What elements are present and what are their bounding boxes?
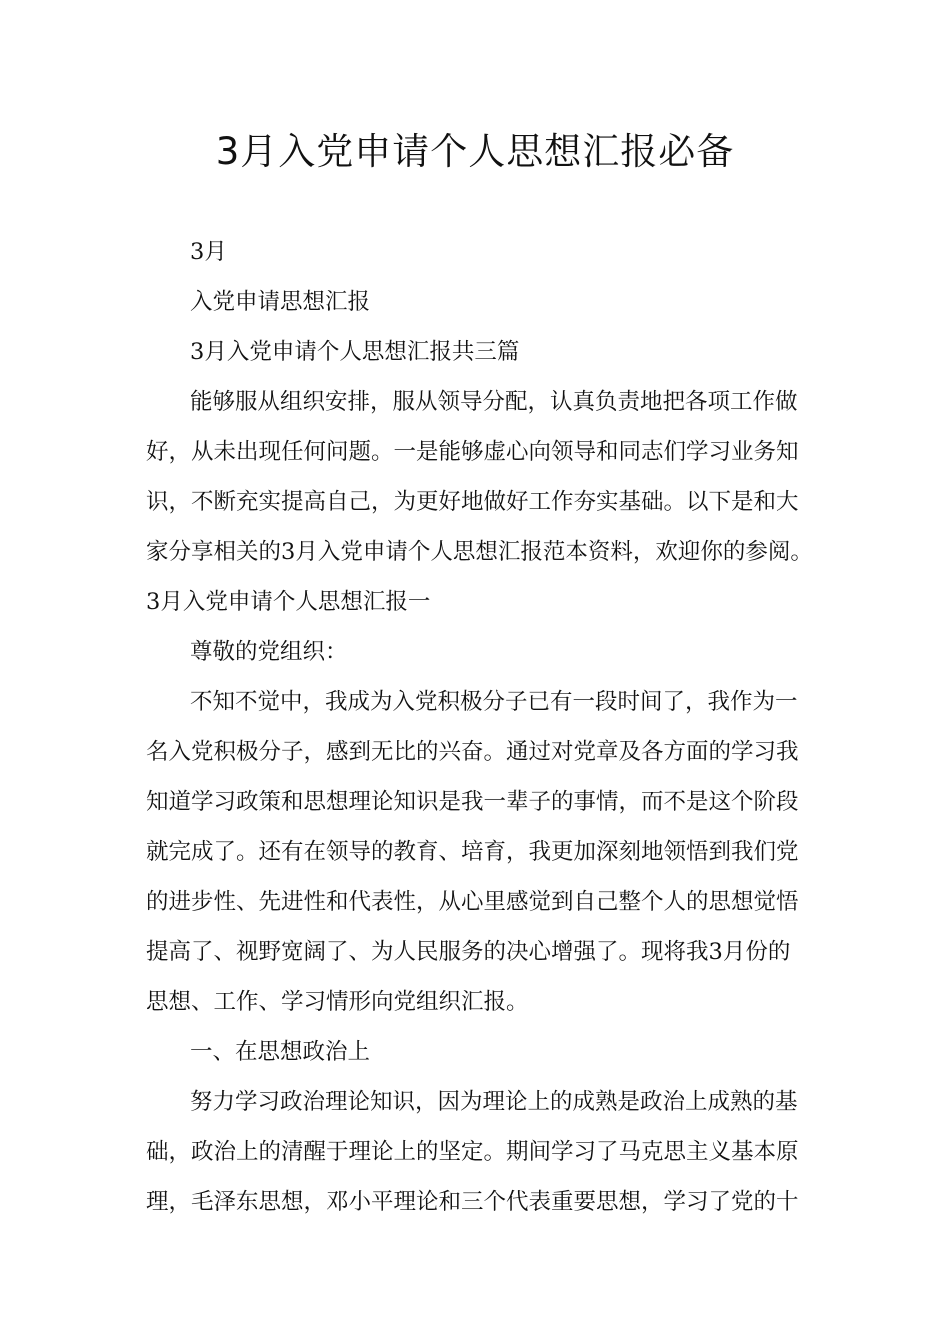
- paragraph-line: 努力学习政治理论知识，因为理论上的成熟是政治上成熟的基: [190, 1089, 798, 1115]
- paragraph-line: 就完成了。还有在领导的教育、培育，我更加深刻地领悟到我们党: [146, 839, 799, 865]
- paragraph-line: 识，不断充实提高自己，为更好地做好工作夯实基础。以下是和大: [146, 489, 799, 515]
- paragraph-line: 知道学习政策和思想理论知识是我一辈子的事情，而不是这个阶段: [146, 789, 799, 815]
- paragraph-line: 提高了、视野宽阔了、为人民服务的决心增强了。现将我3月份的: [146, 939, 791, 965]
- paragraph-line: 不知不觉中，我成为入党积极分子已有一段时间了，我作为一: [190, 689, 798, 715]
- section-heading: 一、在思想政治上: [190, 1039, 371, 1065]
- paragraph-line: 家分享相关的3月入党申请个人思想汇报范本资料，欢迎你的参阅。: [146, 539, 813, 565]
- paragraph-line: 的进步性、先进性和代表性，从心里感觉到自己整个人的思想觉悟: [146, 889, 799, 915]
- paragraph-line: 理，毛泽东思想，邓小平理论和三个代表重要思想，学习了党的十: [146, 1189, 799, 1215]
- paragraph-line: 能够服从组织安排，服从领导分配，认真负责地把各项工作做: [190, 389, 798, 415]
- paragraph-line: 好，从未出现任何问题。一是能够虚心向领导和同志们学习业务知: [146, 439, 799, 465]
- paragraph-line: 思想、工作、学习情形向党组织汇报。: [146, 989, 529, 1015]
- paragraph-line: 尊敬的党组织：: [190, 639, 348, 665]
- paragraph-line: 3月: [190, 239, 227, 265]
- paragraph-line: 3月入党申请个人思想汇报一: [146, 589, 431, 615]
- paragraph-line: 础，政治上的清醒于理论上的坚定。期间学习了马克思主义基本原: [146, 1139, 799, 1165]
- paragraph-line: 入党申请思想汇报: [190, 289, 371, 315]
- document-title: 3月入党申请个人思想汇报必备: [215, 130, 735, 173]
- paragraph-line: 3月入党申请个人思想汇报共三篇: [190, 339, 520, 365]
- paragraph-line: 名入党积极分子，感到无比的兴奋。通过对党章及各方面的学习我: [146, 739, 799, 765]
